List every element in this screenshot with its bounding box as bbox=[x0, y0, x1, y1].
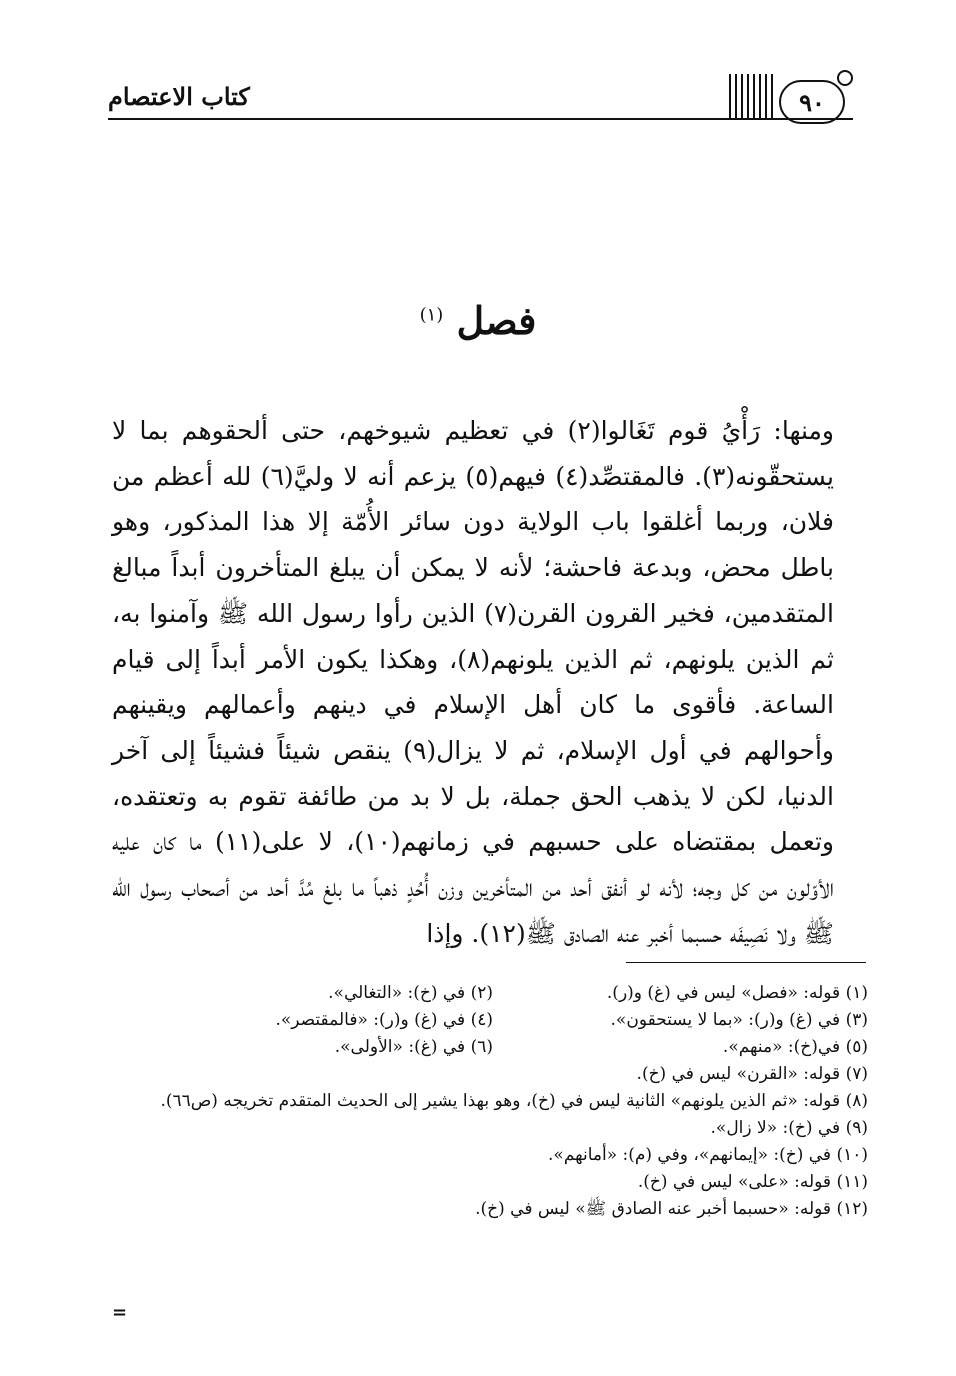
page-number: ٩٠ bbox=[779, 80, 845, 124]
footnote-1: (١) قوله: «فصل» ليس في (غ) و(ر). bbox=[606, 983, 868, 1003]
footnote-5: (٥) في(خ): «منهم». bbox=[722, 1037, 868, 1057]
body-paragraph: ومنها: رَأْيُ قوم تَغَالوا(٢) في تعظيم شيوخهم، حتى ألحقوهم بما لا يستحقّونه(٣). فالمقتصِّد(٤) فيهم(٥) يزعم أنه لا وليَّ(٦) لله أعظم من فلان، وربما أغلقوا باب الولاية دون سائر الأُمّة إلا هذا المذكور، وهو باطل محض، وبدعة فاحشة؛ لأنه لا يمكن أن يبلغ المتأخرون أبداً مبالغ المتقدمين، فخير القرون القرن(٧) الذين رأوا رسول الله ﷺ وآمنوا به، ثم الذين يلونهم، ثم الذين يلونهم(٨)، وهكذا يكون الأمر أبداً إلى قيام الساعة. فأقوى ما كان أهل الإسلام في دينهم وأعمالهم ويقينهم وأحوالهم في أول الإسلام، ثم لا يزال(٩) ينقص شيئاً فشيئاً إلى آخر الدنيا، لكن لا يذهب الحق جملة، بل لا بد من طائفة تقوم به وتعتقده، وتعمل بمقتضاه على حسبهم في زمانهم(١٠)، لا على(١١) ما كان عليه الأوّلون من كل وجه؛ لأنه لو أنفق أحد من المتأخرين وزن أُحُدٍ ذهباً ما بلغ مُدَّ أحد من أصحاب رسول الله ﷺ ولا نَصِيفَه حسبما أخبر عنه الصادق ﷺ(١٢). وإذا bbox=[112, 416, 835, 948]
footnote-6: (٦) في (غ): «الأولى». bbox=[334, 1037, 493, 1057]
page-header bbox=[108, 62, 853, 124]
continuation-mark: = bbox=[112, 1302, 128, 1323]
section-title-note-ref: (١) bbox=[419, 304, 444, 326]
footnote-4: (٤) في (غ) و(ر): «فالمقتصر». bbox=[275, 1010, 493, 1030]
section-title-text: فصل bbox=[456, 298, 537, 343]
footnote-7: (٧) قوله: «القرن» ليس في (خ). bbox=[636, 1064, 868, 1084]
footnote-row bbox=[118, 1034, 868, 1061]
footnote-12: (١٢) قوله: «حسبما أخبر عنه الصادق ﷺ» ليس في (خ). bbox=[475, 1199, 868, 1219]
page-number-ornament bbox=[837, 70, 853, 86]
header-ornament-bars bbox=[729, 74, 775, 118]
footnote-separator bbox=[626, 962, 866, 963]
header-rule bbox=[108, 118, 853, 120]
footnote-10: (١٠) في (خ): «إيمانهم»، وفي (م): «أمانهم». bbox=[548, 1145, 868, 1165]
footnote-9: (٩) في (خ): «لا زال». bbox=[710, 1118, 868, 1138]
footnote-row bbox=[118, 1007, 868, 1034]
footnotes bbox=[118, 980, 868, 1223]
footnote-8: (٨) قوله: «ثم الذين يلونهم» الثانية ليس في (خ)، وهو بهذا يشير إلى الحديث المتقدم تخريجه (ص٦٦). bbox=[160, 1091, 868, 1111]
section-title bbox=[0, 298, 956, 343]
footnote-11: (١١) قوله: «على» ليس في (خ). bbox=[637, 1172, 868, 1192]
footnote-3: (٣) في (غ) و(ر): «بما لا يستحقون». bbox=[610, 1010, 868, 1030]
footnote-2: (٢) في (خ): «التغالي». bbox=[328, 983, 493, 1003]
footnote-row bbox=[118, 980, 868, 1007]
book-title: كتاب الاعتصام bbox=[108, 82, 250, 111]
